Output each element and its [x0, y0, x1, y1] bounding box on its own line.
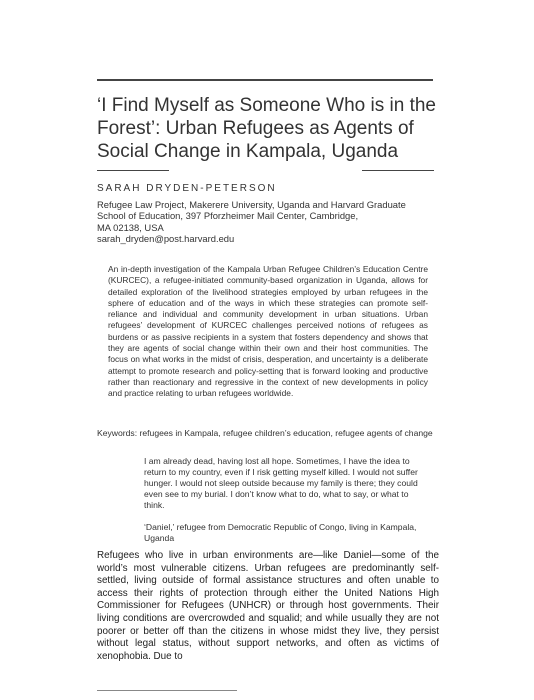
epigraph-quote: I am already dead, having lost all hope. Sometimes, I have the idea to return to my country, even if I risk getting myself killed. I would not suffer hunger. I would not sleep outside because my family is there; they could even see to my burial. I don’t know what to do, what to say, or what to think. [144, 456, 418, 511]
footer-rule [97, 690, 237, 691]
abstract: An in-depth investigation of the Kampala Urban Refugee Children’s Education Centre (KURCEC), a refugee-initiated community-based organization in Uganda, allows for detailed exploration of the livelihood strategies employed by urban refugees in the sphere of education and of the ways in which these strategies can promote self-reliance and individual and community development in urban situations. Urban refugees’ development of KURCEC challenges perceived notions of refugees as burdens or as passive recipients in a system that fosters dependency and shows that they are agents of social change within their own and their host communities. The focus on what works in the midst of crisis, desperation, and uncertainty is a deliberate attempt to promote research and policy-setting that is forward looking and productive rather than reactionary and regressive in the context of new developments in policy and practice relating to urban refugees worldwide. [108, 264, 428, 399]
divider-left [97, 170, 169, 171]
article-title: ‘I Find Myself as Someone Who is in the Forest’: Urban Refugees as Agents of Social Change in Kampala, Uganda [97, 95, 436, 162]
author-email: sarah_dryden@post.harvard.edu [97, 233, 235, 245]
top-rule [97, 79, 433, 81]
keywords-list: refugees in Kampala, refugee children’s education, refugee agents of change [139, 428, 433, 438]
affiliation-line-1: Refugee Law Project, Makerere University, Uganda and Harvard Graduate [97, 199, 406, 210]
body-paragraph: Refugees who live in urban environments are—like Daniel—some of the world’s most vulnerable citizens. Urban refugees are predominantly self-settled, living outside of formal assistance structures and often unable to access their rights of protection through either the United Nations High Commissioner for Refugees (UNHCR) or through host governments. Their living conditions are overcrowded and squalid; and while usually they are not poorer or better off than the citizens in whose midst they live, they persist without legal status, without support networks, and often as victims of xenophobia. Due to [97, 550, 439, 662]
affiliation-line-3: MA 02138, USA [97, 221, 164, 233]
divider-right [362, 170, 434, 171]
author-affiliation [97, 199, 442, 245]
affiliation-line-2: School of Education, 397 Pforzheimer Mail Center, Cambridge, [97, 210, 359, 222]
keywords [97, 428, 442, 438]
epigraph-attribution: ‘Daniel,’ refugee from Democratic Republic of Congo, living in Kampala, Uganda [144, 522, 417, 544]
keywords-label: Keywords: [97, 428, 138, 438]
author-name: SARAH DRYDEN-PETERSON [97, 183, 277, 194]
